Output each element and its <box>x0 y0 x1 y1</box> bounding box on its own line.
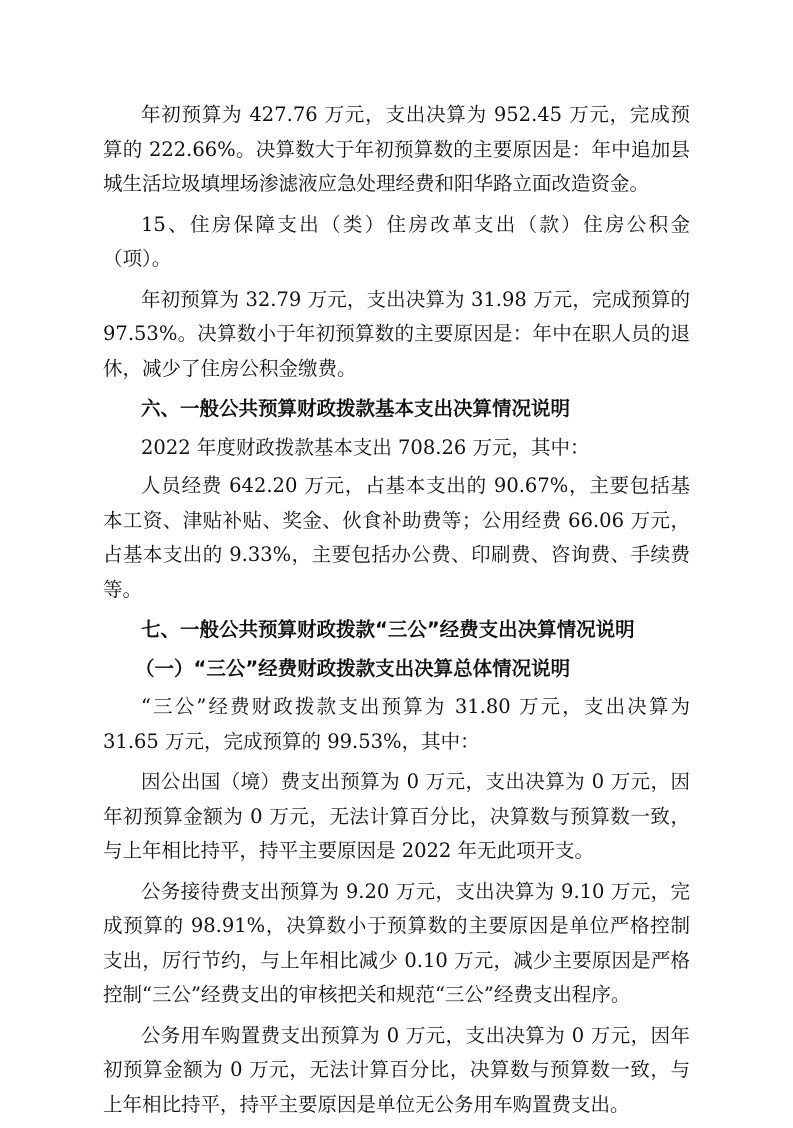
paragraph-item-15-housing-fund: 15、住房保障支出（类）住房改革支出（款）住房公积金（项）。 <box>103 212 690 270</box>
section-heading-6: 六、一般公共预算财政拨款基本支出决算情况说明 <box>141 397 571 420</box>
paragraph-vehicle-purchase: 公务用车购置费支出预算为 0 万元，支出决算为 0 万元，因年初预算金额为 0 万元，无法计算百分比，决算数与预算数一致，与上年相比持平，持平主要原因是单位无公务用车购置费支出。 <box>103 1023 690 1116</box>
subsection-heading-7-1: （一）“三公”经费财政拨款支出决算总体情况说明 <box>135 656 571 680</box>
paragraph-housing-fund-budget: 年初预算为 32.79 万元，支出决算为 31.98 万元，完成预算的 97.53%。决算数小于年初预算数的主要原因是：年中在职人员的退休，减少了住房公积金缴费。 <box>103 287 690 380</box>
paragraph-official-reception: 公务接待费支出预算为 9.20 万元，支出决算为 9.10 万元，完成预算的 98.91%，决算数小于预算数的主要原因是单位严格控制支出，厉行节约，与上年相比减少 0.10 万元，减少主要原因是严格控制“三公”经费支出的审核把关和规范“三公”经费支出程序。 <box>103 879 690 1006</box>
paragraph-overseas-travel: 因公出国（境）费支出预算为 0 万元，支出决算为 0 万元，因年初预算金额为 0 万元，无法计算百分比，决算数与预算数一致，与上年相比持平，持平主要原因是 2022 年无此项开支。 <box>103 770 690 862</box>
document-body <box>0 98 793 1128</box>
paragraph-personnel-public-expenses: 人员经费 642.20 万元，占基本支出的 90.67%，主要包括基本工资、津贴补贴、奖金、伙食补助费等；公用经费 66.06 万元，占基本支出的 9.33%，主要包括办公费、印刷费、咨询费、手续费等。 <box>103 474 690 601</box>
section-heading-7: 七、一般公共预算财政拨款“三公”经费支出决算情况说明 <box>141 618 635 641</box>
paragraph-garbage-landfill-budget: 年初预算为 427.76 万元，支出决算为 952.45 万元，完成预算的 222.66%。决算数大于年初预算数的主要原因是：年中追加县城生活垃圾填埋场渗滤液应急处理经费和阳华路立面改造资金。 <box>103 103 690 195</box>
paragraph-three-public-total: “三公”经费财政拨款支出预算为 31.80 万元，支出决算为 31.65 万元，完成预算的 99.53%，其中： <box>103 695 690 753</box>
paragraph-basic-expenditure-total: 2022 年度财政拨款基本支出 708.26 万元，其中： <box>141 435 590 459</box>
